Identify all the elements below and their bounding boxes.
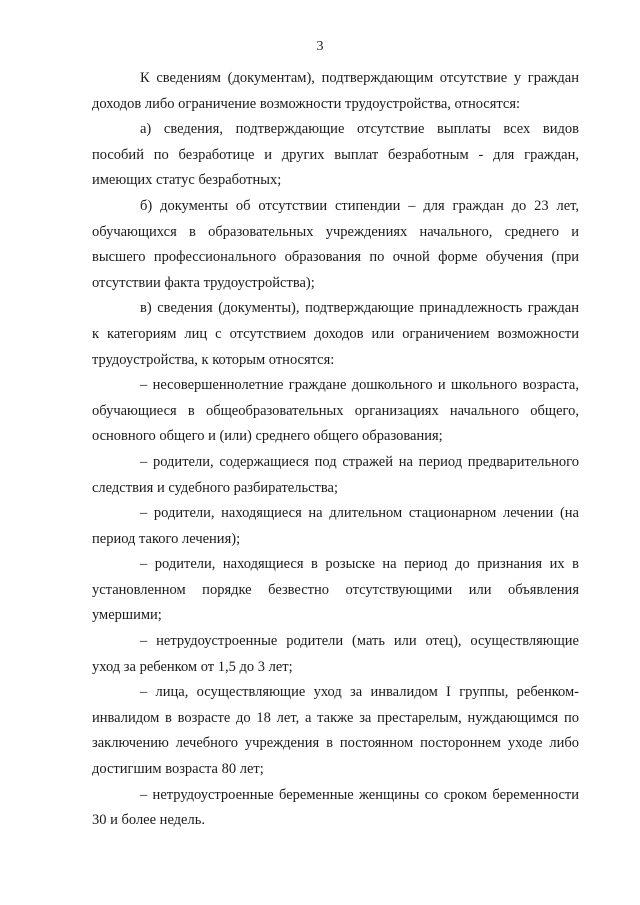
list-item-pregnant-women: – нетрудоустроенные беременные женщины со сроком беременности 30 и более недель. bbox=[92, 786, 579, 829]
list-item-minors: – несовершеннолетние граждане дошкольного и школьного возраста, обучающиеся в общеобразовательных организациях начального общего, основного общего и (или) среднего общего образования; bbox=[92, 377, 579, 445]
list-item-hospitalized-parents: – родители, находящиеся на длительном стационарном лечении (на период такого лечения); bbox=[92, 505, 579, 547]
list-item-childcare-parents: – нетрудоустроенные родители (мать или отец), осуществляющие уход за ребенком от 1,5 до 3 лет; bbox=[92, 633, 579, 675]
item-v-paragraph: в) сведения (документы), подтверждающие принадлежность граждан к категориям лиц с отсутствием доходов или ограничением возможности трудоустройства, к которым относятся: bbox=[92, 300, 579, 368]
page-number: 3 bbox=[316, 39, 324, 54]
list-item-wanted-parents: – родители, находящиеся в розыске на период до признания их в установленном порядке безвестно отсутствующими или объявления умершими; bbox=[92, 556, 579, 624]
list-item-caregivers: – лица, осуществляющие уход за инвалидом I группы, ребенком-инвалидом в возрасте до 18 лет, а также за престарелым, нуждающимся по заключению лечебного учреждения в постоянном постороннем уходе либо достигшим возраста 80 лет; bbox=[92, 684, 579, 778]
document-body bbox=[92, 66, 579, 834]
item-b-paragraph: б) документы об отсутствии стипендии – для граждан до 23 лет, обучающихся в образовательных учреждениях начального, среднего и высшего профессионального образования по очной форме обучения (при отсутствии факта трудоустройства); bbox=[92, 197, 579, 291]
intro-paragraph: К сведениям (документам), подтверждающим отсутствие у граждан доходов либо ограничение возможности трудоустройства, относятся: bbox=[92, 70, 579, 112]
list-item-detained-parents: – родители, содержащиеся под стражей на период предварительного следствия и судебного разбирательства; bbox=[92, 453, 579, 496]
item-a-paragraph: а) сведения, подтверждающие отсутствие выплаты всех видов пособий по безработице и других выплат безработным - для граждан, имеющих статус безработных; bbox=[92, 121, 579, 189]
